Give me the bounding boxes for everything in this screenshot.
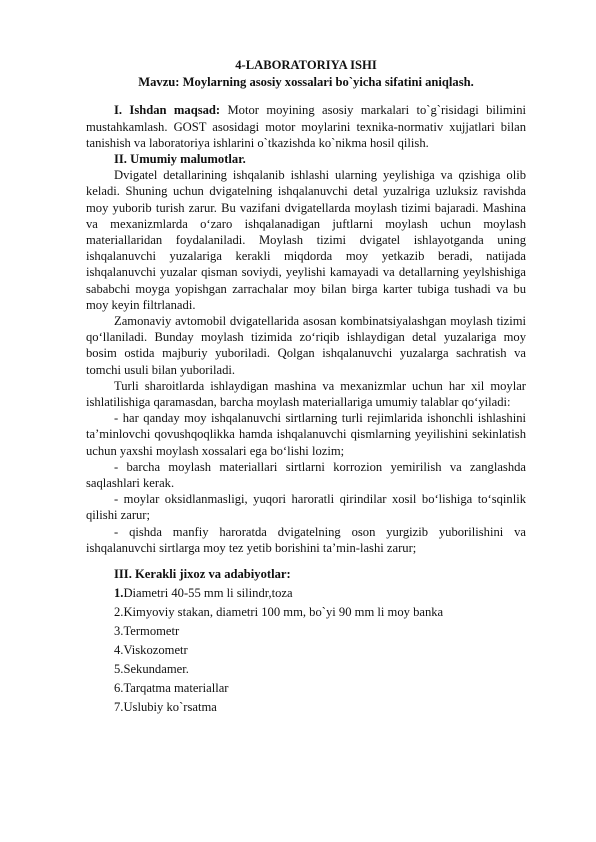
equipment-item: 3.Termometr	[114, 624, 180, 639]
goal-text: Motor moyining asosiy markalari to`g`risidagi bilimini mustahkamlash. GOST asosidagi motor moylarini texnika-normativ xujjatlari bilan tanishish va laboratoriya ishlarini o`tkazishda ko`nikma hosil qilish.	[86, 103, 526, 150]
equipment-item: 7.Uslubiy ko`rsatma	[114, 699, 217, 714]
requirement-item-2: - barcha moylash materiallari sirtlarni korrozion yemirilish va zanglashda saqlashlari kerak.	[86, 459, 526, 491]
equipment-item	[114, 584, 526, 603]
general-heading: II. Umumiy malumotlar.	[114, 152, 246, 167]
requirement-item-4: - qishda manfiy haroratda dvigatelning oson yurgizib yuborilishini va ishqalanuvchi sirtlarga moy tez yetib borishini ta’min-lashi zarur;	[86, 524, 526, 555]
equipment-list	[86, 584, 526, 716]
page-title: 4-LABORATORIYA ISHI	[235, 58, 377, 72]
equipment-heading: III. Kerakli jixoz va adabiyotlar:	[114, 567, 291, 582]
general-paragraph-2: Zamonaviy avtomobil dvigatellarida asosan kombinatsiyalashgan moylash tizimi qo‘llaniladi. Bunday moylash tizimida zo‘riqib ishlaydigan detal yuzalariga moy bosim ostida majburiy yuboriladi. Qolgan ishqalanuvchi yuzalarga sachratish va tomchi usuli bilan yuboriladi.	[86, 314, 526, 377]
general-paragraph-1: Dvigatel detallarining ishqalanib ishlashi ularning yeylishiga va qzishiga olib keladi. Shuning uchun dvigatelning ishqalanuvchi detal yuzalriga uzluksiz ravishda moy yuborib turish zarur. Bu vazifani dvigatellarda moylash tizimi bajaradi. Mashina va mexanizmlarda o‘zaro ishqalanadigan juftlarni moylash uchun moylash materiallaridan foydalaniladi. Moylash tizimi dvigatel ishlayotganda uning ishqalanuvchi yuzalariga kerakli miqdorda moy yetkazib beradi, natijada ishqalanuvchi yuzalar qisman soviydi, yeylishi kamayadi va detallarning yeylshishiga sababchi moyga yopishgan zarrachalar moy bilan birga karter tubiga tushadi va bu moy keyin filtrlanadi.	[86, 168, 526, 312]
goal-paragraph	[86, 102, 526, 151]
equipment-item: 2.Kimyoviy stakan, diametri 100 mm, bo`yi 90 mm li moy banka	[114, 605, 444, 620]
document-page	[86, 57, 526, 717]
equipment-item-text: Diametri 40-55 mm li silindr,toza	[123, 586, 293, 601]
requirement-item-3: - moylar oksidlanmasligi, yuqori haroratli qirindilar xosil bo‘lishiga to‘sqinlik qilishi zarur;	[86, 492, 526, 523]
equipment-item: 5.Sekundamer.	[114, 661, 189, 676]
equipment-item: 6.Tarqatma materiallar	[114, 680, 229, 695]
goal-heading: I. Ishdan maqsad:	[114, 103, 221, 118]
page-subtitle: Mavzu: Moylarning asosiy xossalari bo`yicha sifatini aniqlash.	[138, 75, 474, 90]
general-paragraph-3: Turli sharoitlarda ishlaydigan mashina va mexanizmlar uchun har xil moylar ishlatilishiga qaramasdan, barcha moylash materiallariga umumiy talablar qo‘yiladi:	[86, 378, 526, 410]
equipment-item-number: 1.	[114, 586, 124, 601]
equipment-item: 4.Viskozometr	[114, 643, 188, 658]
requirement-item-1: - har qanday moy ishqalanuvchi sirtlarning turli rejimlarida ishonchli ishlashini ta’minlovchi qovushqoqlikka hamda ishqalanuvchi qismlarning yeyilishini sekinlatish uchun yaxshi moylash xossalari ega bo‘lishi lozim;	[86, 411, 526, 458]
